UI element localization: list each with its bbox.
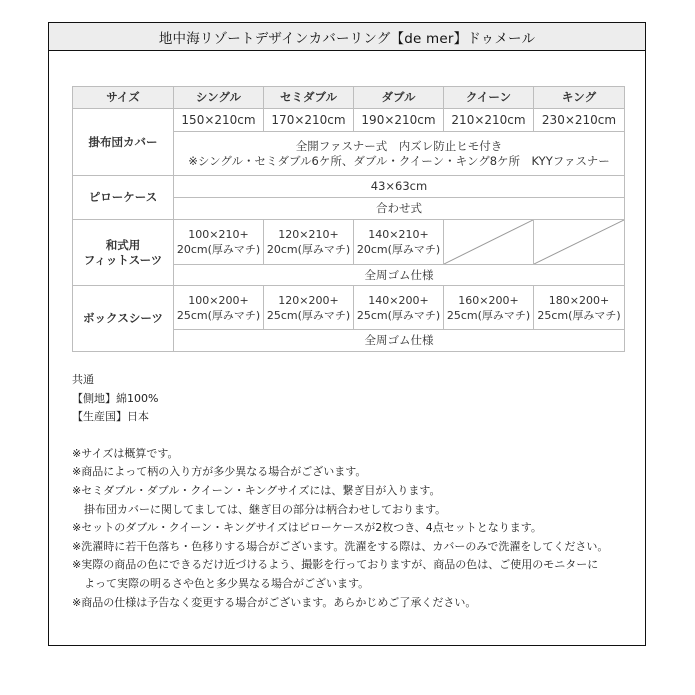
duvet-note-line1: 全開ファスナー式 内ズレ防止ヒモ付き — [295, 138, 503, 153]
cell-duvet-single: 150×210cm — [174, 109, 264, 132]
common-heading: 共通 — [72, 373, 94, 386]
note-item: よって実際の明るさや色と多少異なる場合がございます。 — [84, 576, 370, 590]
header-double: ダブル — [354, 87, 444, 109]
cell-line: 20cm(厚みマチ) — [356, 243, 441, 256]
duvet-note-line2: ※シングル・セミダブル6ケ所、ダブル・クイーン・キング8ケ所 KYYファスナー — [188, 153, 610, 168]
note-item: 掛布団カバーに関してましては、継ぎ目の部分は柄合わせしております。 — [84, 502, 447, 516]
cell-line: 120×210+ — [278, 228, 339, 241]
cell-box-double — [354, 286, 444, 330]
header-king: キング — [534, 87, 625, 109]
cell-box-king — [534, 286, 625, 330]
table-header-row — [73, 87, 625, 109]
cell-fitted-king-na — [534, 220, 625, 265]
document-frame — [48, 22, 646, 646]
cell-line: 25cm(厚みマチ) — [266, 308, 351, 322]
cell-box-semi-double — [264, 286, 354, 330]
note-item: ※実際の商品の色にできるだけ近づけるよう、撮影を行っておりますが、商品の色は、ご使用のモニターに — [72, 558, 599, 572]
cell-line: 25cm(厚みマチ) — [356, 308, 441, 322]
note-item: ※商品によって柄の入り方が多少異なる場合がございます。 — [72, 465, 367, 479]
cell-line: 180×200+ — [548, 293, 610, 307]
table-row — [73, 176, 625, 198]
size-spec-table — [72, 86, 625, 352]
page-title: 地中海リゾートデザインカバーリング【de mer】ドゥメール — [158, 30, 536, 47]
cell-line: 140×200+ — [368, 293, 429, 307]
cell-line: 120×200+ — [278, 293, 339, 307]
japanese-fitted-label-line2: フィットスーツ — [83, 252, 163, 267]
cell-line: 25cm(厚みマチ) — [176, 308, 261, 322]
cell-duvet-note — [174, 132, 625, 176]
cell-duvet-queen: 210×210cm — [444, 109, 534, 132]
cell-line: 160×200+ — [458, 293, 519, 307]
cell-fitted-semi-double — [264, 220, 354, 265]
japanese-fitted-label-line1: 和式用 — [105, 237, 141, 252]
cell-line: 25cm(厚みマチ) — [537, 308, 621, 322]
cell-line: 20cm(厚みマチ) — [176, 243, 261, 256]
note-item: ※洗濯時に若干色落ち・色移りする場合がございます。洗濯をする際は、カバーのみで洗濯をしてください。 — [72, 539, 609, 553]
table-row — [73, 220, 625, 265]
cell-line: 20cm(厚みマチ) — [266, 243, 351, 256]
header-size: サイズ — [73, 87, 174, 109]
row-label-duvet-cover: 掛布団カバー — [73, 109, 174, 176]
notes-section — [72, 371, 608, 612]
cell-box-queen — [444, 286, 534, 330]
cell-pillowcase-note: 合わせ式 — [174, 198, 625, 220]
header-single: シングル — [174, 87, 264, 109]
diagonal-slash-icon — [444, 220, 533, 264]
cell-duvet-semi-double: 170×210cm — [264, 109, 354, 132]
note-item: ※商品の仕様は予告なく変更する場合がございます。あらかじめご了承ください。 — [72, 595, 477, 609]
row-label-box-sheets: ボックスシーツ — [73, 286, 174, 352]
note-item: ※サイズは概算です。 — [72, 446, 179, 460]
cell-fitted-queen-na — [444, 220, 534, 265]
cell-line: 25cm(厚みマチ) — [446, 308, 531, 322]
title-bar — [49, 23, 645, 51]
cell-line: 100×210+ — [188, 228, 249, 241]
header-queen: クイーン — [444, 87, 534, 109]
disclaimer-list — [72, 445, 608, 612]
cell-box-single — [174, 286, 264, 330]
fabric-info: 【側地】綿100% — [72, 391, 159, 405]
cell-fitted-note: 全周ゴム仕様 — [174, 265, 625, 286]
note-item: ※セミダブル・ダブル・クイーン・キングサイズには、繋ぎ目が入ります。 — [72, 483, 441, 497]
cell-fitted-single — [174, 220, 264, 265]
cell-line: 100×200+ — [188, 293, 249, 307]
common-info — [72, 371, 608, 427]
cell-line: 140×210+ — [368, 228, 429, 241]
cell-duvet-double: 190×210cm — [354, 109, 444, 132]
cell-box-note: 全周ゴム仕様 — [174, 330, 625, 352]
table-row — [73, 286, 625, 330]
origin-info: 【生産国】日本 — [72, 410, 149, 424]
table-row — [73, 109, 625, 132]
cell-fitted-double — [354, 220, 444, 265]
diagonal-slash-icon — [534, 220, 624, 264]
note-item: ※セットのダブル・クイーン・キングサイズはピローケースが2枚つき、4点セットとなります。 — [72, 521, 542, 535]
cell-pillowcase-size: 43×63cm — [174, 176, 625, 198]
cell-duvet-king: 230×210cm — [534, 109, 625, 132]
row-label-pillowcase: ピローケース — [73, 176, 174, 220]
header-semi-double: セミダブル — [264, 87, 354, 109]
row-label-japanese-fitted — [73, 220, 174, 286]
